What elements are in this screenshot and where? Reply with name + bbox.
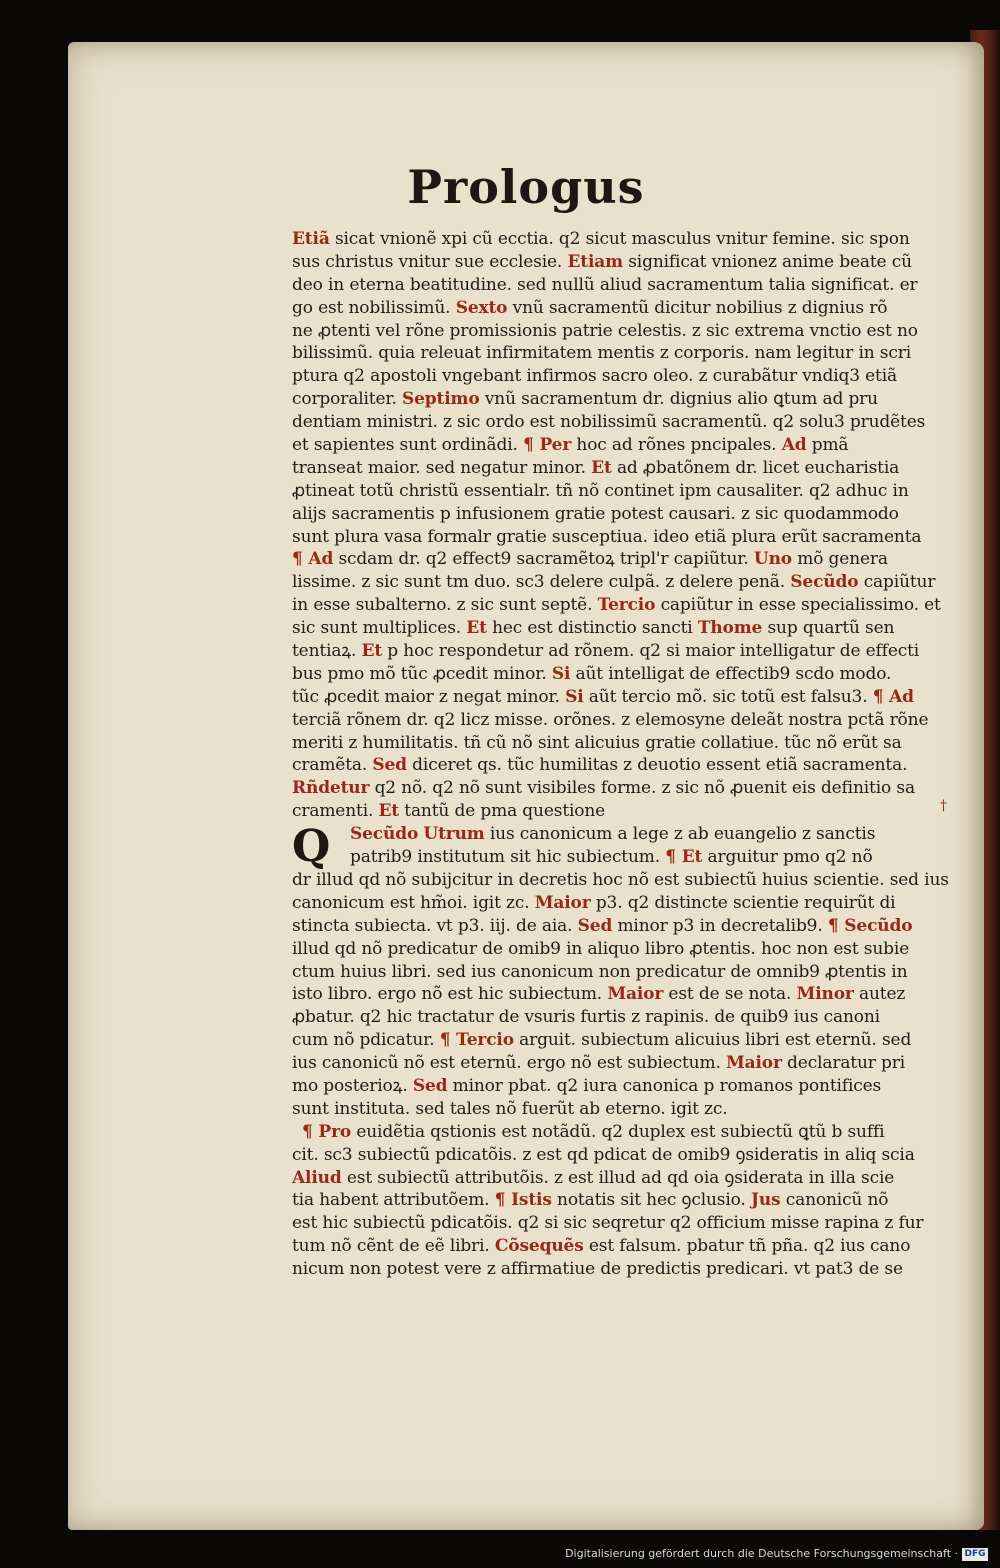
dfg-logo: DFG xyxy=(962,1548,988,1561)
rubric-text: Minor xyxy=(796,984,854,1005)
body-text: stincta subiecta. vt p3. iij. de aia. xyxy=(292,915,578,936)
text-line xyxy=(292,480,952,503)
rubric-text: Utrum xyxy=(423,824,485,845)
body-text: minor pbat. q2 iura canonica p romanos pontifices xyxy=(447,1075,882,1096)
text-line xyxy=(292,686,952,709)
body-text: go est nobilissimũ. xyxy=(292,297,456,318)
text-line xyxy=(292,823,952,846)
rubric-text: Maior xyxy=(725,1053,782,1074)
body-text: bus pmo mõ tũc ꝓcedit minor. xyxy=(292,663,552,684)
body-text: est hic subiectũ pdicatõis. q2 si sic seqretur q2 officium misse rapina z fur xyxy=(292,1213,924,1234)
text-line xyxy=(292,1144,952,1167)
text-line xyxy=(292,388,952,411)
body-text: sunt instituta. sed tales nõ fuerũt ab eterno. igit zc. xyxy=(292,1098,728,1119)
rubric-text: ¶ Tercio xyxy=(439,1030,514,1051)
body-text: aũt tercio mõ. sic totũ est falsu3. xyxy=(583,686,873,707)
body-text: tia habent attributõem. xyxy=(292,1190,495,1211)
body-text: arguitur pmo q2 nõ xyxy=(702,847,873,868)
text-line xyxy=(292,663,952,686)
text-line xyxy=(292,1098,952,1121)
main-text-block xyxy=(292,228,952,1281)
text-line xyxy=(292,342,952,365)
text-line xyxy=(292,434,952,457)
rubric-text: Rñdetur xyxy=(292,778,370,799)
rubric-text: Ad xyxy=(781,435,807,456)
body-text: ad ꝓbatõnem dr. licet eucharistia xyxy=(611,457,900,478)
body-text: dr illud qd nõ subijcitur in decretis hoc nõ est subiectũ huius scientie. sed ius xyxy=(292,869,949,890)
body-text: lissime. z sic sunt tm duo. sc3 delere culpã. z delere penã. xyxy=(292,572,791,593)
body-text: vnũ sacramentũ dicitur nobilius z dignius rõ xyxy=(507,297,888,318)
body-text: ꝓtineat totũ christũ essentialr. tñ nõ continet ipm causaliter. q2 adhuc in xyxy=(292,480,909,501)
text-line xyxy=(292,228,952,251)
drop-cap: Q xyxy=(292,821,331,873)
rubric-text: Cõsequẽs xyxy=(494,1236,584,1257)
body-text: sunt plura vasa formalr gratie susceptiua. ideo etiã plura erũt sacramenta xyxy=(292,526,922,547)
text-line xyxy=(292,365,952,388)
rubric-text: ¶ Pro xyxy=(302,1121,352,1142)
body-text: bilissimũ. quia releuat infirmitatem mentis z corporis. nam legitur in scri xyxy=(292,343,912,364)
text-line xyxy=(292,251,952,274)
text-line xyxy=(292,961,952,984)
body-text: arguit. subiectum alicuius libri est eternũ. sed xyxy=(513,1030,912,1051)
rubric-text: Sed xyxy=(372,755,407,776)
body-text: capiũtur in esse specialissimo. et xyxy=(655,595,941,616)
body-text: significat vnionez anime beate cũ xyxy=(622,251,912,272)
rubric-text: Etiam xyxy=(567,251,623,272)
body-text: mo posterioꝝ. xyxy=(292,1075,413,1096)
body-text: est subiectũ attributõis. z est illud ad qd oia ꝯsiderata in illa scie xyxy=(341,1167,895,1188)
body-text: tentiaꝝ. xyxy=(292,641,362,662)
body-text: illud qd nõ predicatur de omib9 in aliquo libro ꝓtentis. hoc non est subie xyxy=(292,938,910,959)
rubric-text: Secũdo xyxy=(790,572,859,593)
body-text: et sapientes sunt ordinãdi. xyxy=(292,435,524,456)
rubric-text: Septimo xyxy=(402,389,480,410)
rubric-text: Secũdo xyxy=(350,824,419,845)
body-text: sic sunt multiplices. xyxy=(292,618,467,639)
body-text: nicum non potest vere z affirmatiue de predictis predicari. vt pat3 de se xyxy=(292,1259,903,1280)
rubric-text: Maior xyxy=(534,892,591,913)
body-text: cit. sc3 subiectũ pdicatõis. z est qd pdicat de omib9 ꝯsideratis in aliq scia xyxy=(292,1144,915,1165)
body-text: cramẽta. xyxy=(292,755,373,776)
text-line xyxy=(292,274,952,297)
rubric-text: Thome xyxy=(697,618,763,639)
text-line xyxy=(292,1167,952,1190)
body-text: meriti z humilitatis. tñ cũ nõ sint alicuius gratie collatiue. tũc nõ erũt sa xyxy=(292,732,902,753)
text-line xyxy=(292,297,952,320)
body-text: sus christus vnitur sue ecclesie. xyxy=(292,251,568,272)
text-line xyxy=(292,1235,952,1258)
body-text: scdam dr. q2 effect9 sacramẽtoꝝ tripl'r capiũtur. xyxy=(333,549,754,570)
rubric-text: Et xyxy=(378,801,400,822)
text-line xyxy=(292,411,952,434)
rubric-text: Etiã xyxy=(292,229,330,249)
body-text: est de se nota. xyxy=(663,984,797,1005)
body-text: autez xyxy=(853,984,906,1005)
manuscript-page xyxy=(68,42,984,1530)
body-text: pmã xyxy=(806,435,849,456)
body-text: tum nõ cẽnt de eẽ libri. xyxy=(292,1236,495,1257)
text-line xyxy=(292,526,952,549)
text-line xyxy=(292,1075,952,1098)
text-line xyxy=(292,709,952,732)
body-text: corporaliter. xyxy=(292,389,402,410)
body-text: sup quartũ sen xyxy=(762,618,895,639)
body-text: isto libro. ergo nõ est hic subiectum. xyxy=(292,984,608,1005)
margin-mark: † xyxy=(940,798,947,814)
text-line xyxy=(292,869,952,892)
rubric-text: ¶ Ad xyxy=(872,686,914,707)
rubric-text: Maior xyxy=(607,984,664,1005)
body-text: q2 nõ. q2 nõ sunt visibiles forme. z sic nõ ꝓuenit eis definitio sa xyxy=(369,778,915,799)
rubric-text: ¶ Et xyxy=(665,847,703,868)
text-line xyxy=(292,892,952,915)
rubric-text: Et xyxy=(591,457,612,478)
rubric-text: ¶ Ad xyxy=(292,549,334,570)
body-text: alijs sacramentis p infusionem gratie potest causari. z sic quodammodo xyxy=(292,503,899,524)
body-text: mõ genera xyxy=(791,549,888,570)
body-text: ne ꝓtenti vel rõne promissionis patrie celestis. z sic extrema vnctio est no xyxy=(292,320,918,341)
funding-credit: Digitalisierung gefördert durch die Deutsche Forschungsgemeinschaft · xyxy=(565,1547,958,1560)
body-text: sicat vnionẽ xpi cũ ecctia. q2 sicut masculus vnitur femine. sic spon xyxy=(329,229,910,249)
rubric-text: Aliud xyxy=(292,1167,342,1188)
text-line xyxy=(292,983,952,1006)
body-text: ptura q2 apostoli vngebant infirmos sacro oleo. z curabãtur vndiq3 etiã xyxy=(292,366,898,387)
body-text: deo in eterna beatitudine. sed nullũ aliud sacramentum talia significat. er xyxy=(292,274,918,295)
rubric-text: Si xyxy=(551,663,571,684)
body-text: vnũ sacramentum dr. dignius alio ꝗtum ad pru xyxy=(479,389,878,410)
rubric-text: ¶ Istis xyxy=(494,1190,552,1211)
running-head: Prologus xyxy=(407,160,645,214)
body-text: est falsum. pbatur tñ pña. q2 ius cano xyxy=(583,1236,911,1257)
text-line xyxy=(292,846,952,869)
rubric-text: ¶ Secũdo xyxy=(827,915,913,936)
rubric-text: Sed xyxy=(412,1075,448,1096)
body-text: minor p3 in decretalib9. xyxy=(612,915,828,936)
body-text: declaratur pri xyxy=(781,1053,906,1074)
text-line xyxy=(292,938,952,961)
text-line xyxy=(292,457,952,480)
text-line xyxy=(292,732,952,755)
body-text: tũc ꝓcedit maior z negat minor. xyxy=(292,686,566,707)
body-text: ꝓbatur. q2 hic tractatur de vsuris furtis z rapinis. de quib9 ius canoni xyxy=(292,1007,880,1028)
body-text: ctum huius libri. sed ius canonicum non predicatur de omnib9 ꝓtentis in xyxy=(292,961,908,982)
rubric-text: Tercio xyxy=(597,595,656,616)
rubric-text: Si xyxy=(565,686,584,707)
body-text: diceret qs. tũc humilitas z deuotio essent etiã sacramenta. xyxy=(406,755,908,776)
text-line xyxy=(292,503,952,526)
body-text: p hoc respondetur ad rõnem. q2 si maior intelligatur de effecti xyxy=(382,641,920,662)
text-line xyxy=(292,915,952,938)
body-text: ius canonicum a lege z ab euangelio z sanctis xyxy=(484,824,876,845)
text-line xyxy=(292,1052,952,1075)
text-line xyxy=(292,1189,952,1212)
body-text: transeat maior. sed negatur minor. xyxy=(292,457,592,478)
body-text: p3. q2 distincte scientie requirũt di xyxy=(590,892,896,913)
body-text: canonicum est hm̃oi. igit zc. xyxy=(292,892,535,913)
text-line xyxy=(292,617,952,640)
body-text: notatis sit hec ꝯclusio. xyxy=(551,1190,751,1211)
text-line xyxy=(292,571,952,594)
rubric-text: Uno xyxy=(753,549,792,570)
body-text: hec est distinctio sancti xyxy=(486,618,698,639)
text-line xyxy=(292,1258,952,1281)
rubric-text: Et xyxy=(466,618,487,639)
rubric-text: Et xyxy=(361,641,383,662)
text-line xyxy=(292,800,952,823)
body-text: euidẽtia qstionis est notãdũ. q2 duplex est subiectũ ꝗtũ b suffi xyxy=(351,1121,885,1142)
body-text: cum nõ pdicatur. xyxy=(292,1030,440,1051)
body-text: tantũ de pma questione xyxy=(399,801,606,822)
text-line xyxy=(292,777,952,800)
body-text: cramenti. xyxy=(292,801,379,822)
text-line xyxy=(292,548,952,571)
rubric-text: ¶ Per xyxy=(523,435,572,456)
text-line xyxy=(292,594,952,617)
body-text: dentiam ministri. z sic ordo est nobilissimũ sacramentũ. q2 solu3 prudẽtes xyxy=(292,412,926,433)
rubric-text: Jus xyxy=(750,1190,781,1211)
rubric-text: Sed xyxy=(577,915,613,936)
text-line xyxy=(292,1121,952,1144)
text-line xyxy=(292,640,952,663)
text-line xyxy=(292,1212,952,1235)
body-text: in esse subalterno. z sic sunt septẽ. xyxy=(292,595,598,616)
body-text: hoc ad rõnes pncipales. xyxy=(571,435,782,456)
footer-bar xyxy=(0,1542,1000,1568)
body-text: canonicũ nõ xyxy=(780,1190,889,1211)
text-line xyxy=(292,320,952,343)
text-line xyxy=(292,1006,952,1029)
text-line xyxy=(292,1029,952,1052)
body-text: patrib9 institutum sit hic subiectum. xyxy=(350,847,666,868)
body-text: aũt intelligat de effectib9 scdo modo. xyxy=(570,663,892,684)
body-text: ius canonicũ nõ est eternũ. ergo nõ est subiectum. xyxy=(292,1053,726,1074)
body-text: capiũtur xyxy=(858,572,936,593)
rubric-text: Sexto xyxy=(455,297,508,318)
text-line xyxy=(292,754,952,777)
body-text: terciã rõnem dr. q2 licz misse. orõnes. z elemosyne deleãt nostra pctã rõne xyxy=(292,709,929,730)
